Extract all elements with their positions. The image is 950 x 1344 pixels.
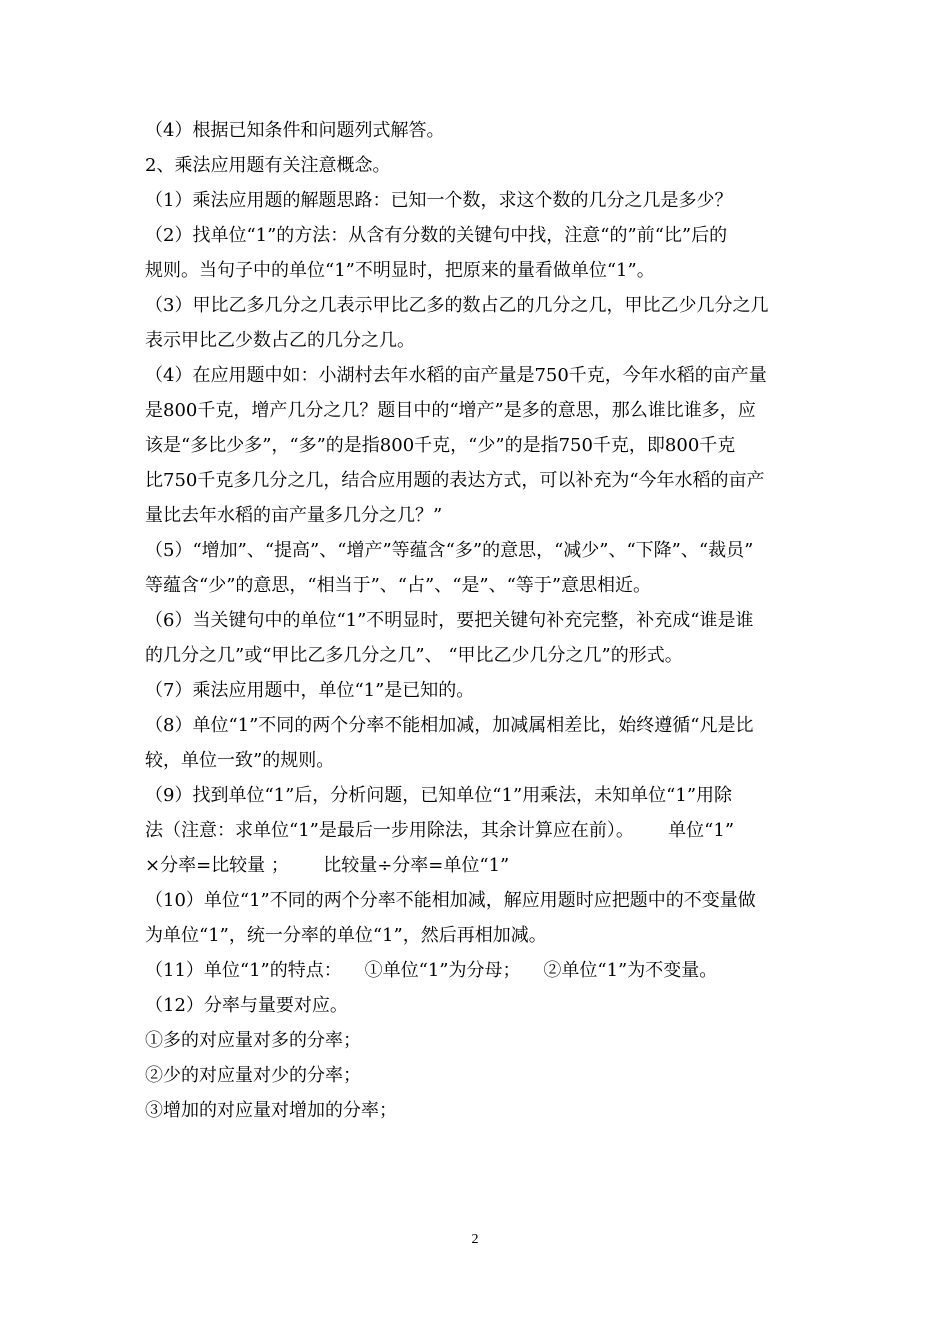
text-line: 为单位“1”，统一分率的单位“1”，然后再相加减。 bbox=[145, 925, 547, 946]
text-line: 量比去年水稻的亩产量多几分之几？” bbox=[145, 505, 443, 526]
text-line: （8）单位“1”不同的两个分率不能相加减，加减属相差比，始终遵循“凡是比 bbox=[145, 715, 754, 736]
text-line: （1）乘法应用题的解题思路：已知一个数，求这个数的几分之几是多少？ bbox=[145, 190, 733, 211]
text-line: （12）分率与量要对应。 bbox=[145, 995, 348, 1016]
text-line: （5）“增加”、“提高”、“增产”等蕴含“多”的意思，“减少”、“下降”、“裁员” bbox=[145, 540, 754, 561]
text-line: 表示甲比乙少数占乙的几分之几。 bbox=[145, 330, 415, 351]
text-line: （2）找单位“1”的方法：从含有分数的关键句中找，注意“的”前“比”后的 bbox=[145, 225, 728, 246]
text-line: 该是“多比少多”，“多”的是指800千克，“少”的是指750千克，即800千克 bbox=[145, 435, 736, 456]
text-line: （3）甲比乙多几分之几表示甲比乙多的数占乙的几分之几，甲比乙少几分之几 bbox=[145, 295, 769, 316]
text-line: 法（注意：求单位“1”是最后一步用除法，其余计算应在前）。 单位“1” bbox=[145, 820, 735, 841]
document-body bbox=[145, 113, 810, 1128]
text-line: （7）乘法应用题中，单位“1”是已知的。 bbox=[145, 680, 475, 701]
text-line: 较，单位一致”的规则。 bbox=[145, 750, 335, 771]
list-item: ③增加的对应量对增加的分率； bbox=[145, 1100, 397, 1121]
text-line: ×分率=比较量 ； 比较量÷分率=单位“1” bbox=[145, 855, 510, 876]
text-line: （10）单位“1”不同的两个分率不能相加减，解应用题时应把题中的不变量做 bbox=[145, 890, 756, 911]
text-line: 比750千克多几分之几，结合应用题的表达方式，可以补充为“今年水稻的亩产 bbox=[145, 470, 765, 491]
text-line: （4）根据已知条件和问题列式解答。 bbox=[145, 120, 445, 141]
text-line: 的几分之几”或“甲比乙多几分之几”、 “甲比乙少几分之几”的形式。 bbox=[145, 645, 683, 666]
list-item: ①多的对应量对多的分率； bbox=[145, 1030, 361, 1051]
text-line: （11）单位“1”的特点： ①单位“1”为分母； ②单位“1”为不变量。 bbox=[145, 960, 718, 981]
section-heading: 2、乘法应用题有关注意概念。 bbox=[145, 155, 391, 176]
text-line: （9）找到单位“1”后，分析问题，已知单位“1”用乘法，未知单位“1”用除 bbox=[145, 785, 733, 806]
page-number: 2 bbox=[471, 1232, 479, 1247]
text-line: 是800千克，增产几分之几？题目中的“增产”是多的意思，那么谁比谁多，应 bbox=[145, 400, 756, 421]
text-line: （4）在应用题中如：小湖村去年水稻的亩产量是750千克，今年水稻的亩产量 bbox=[145, 365, 767, 386]
text-line: （6）当关键句中的单位“1”不明显时，要把关键句补充完整，补充成“谁是谁 bbox=[145, 610, 754, 631]
list-item: ②少的对应量对少的分率； bbox=[145, 1065, 361, 1086]
text-line: 等蕴含“少”的意思，“相当于”、“占”、“是”、“等于”意思相近。 bbox=[145, 575, 652, 596]
text-line: 规则。当句子中的单位“1”不明显时，把原来的量看做单位“1”。 bbox=[145, 260, 655, 281]
